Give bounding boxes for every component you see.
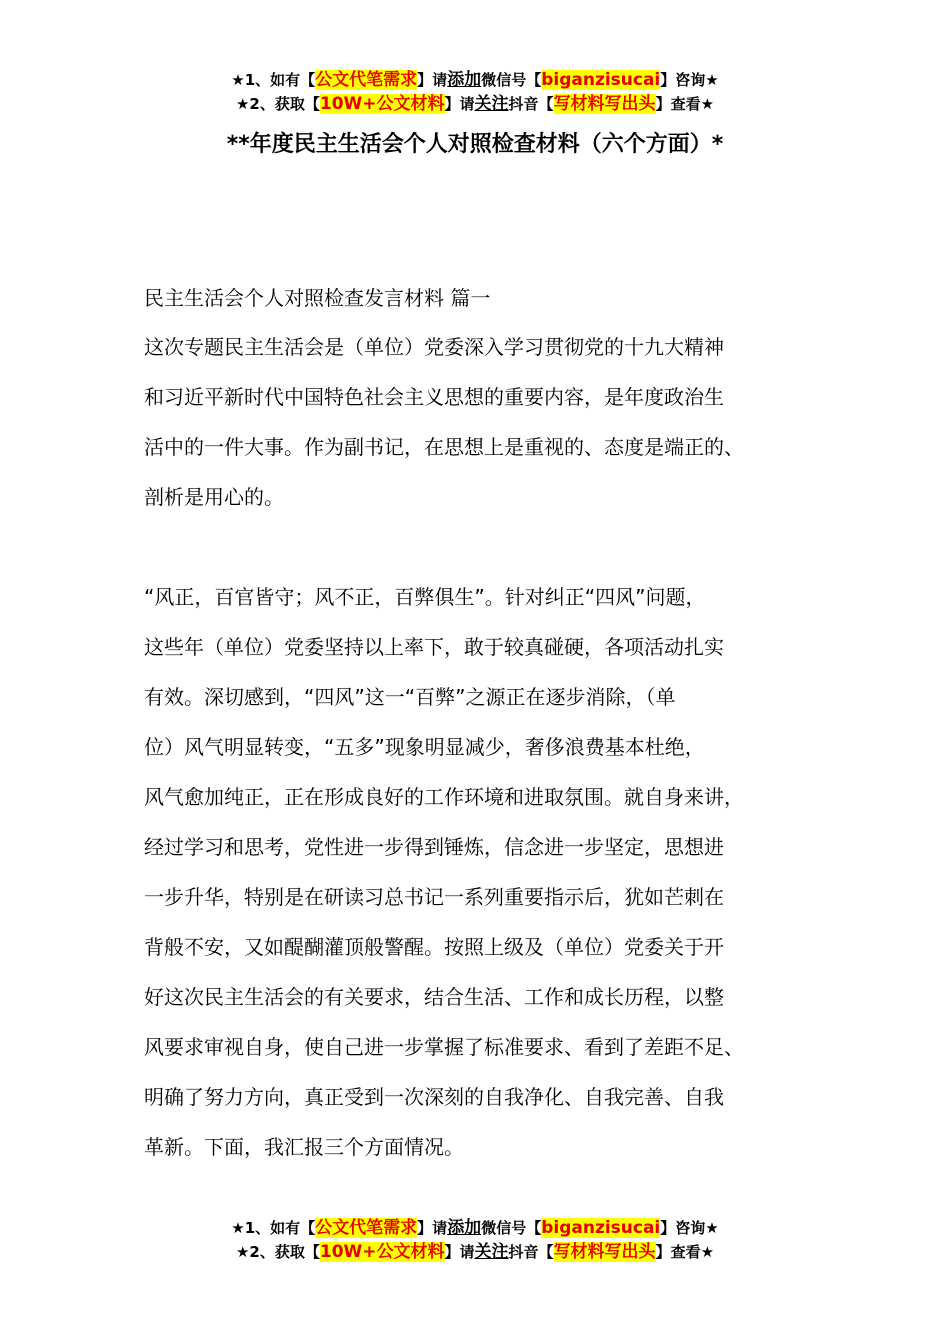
promo-text: 】请 [444, 95, 475, 113]
promo-line-2 [0, 1240, 950, 1264]
paragraph-gap [144, 522, 834, 572]
text-line: “风正，百官皆守；风不正，百弊俱生”。针对纠正“四风”问题， [144, 585, 706, 609]
text-line: 这次专题民主生活会是（单位）党委深入学习贯彻党的十九大精神 [144, 335, 724, 359]
promo-text: 】查看★ [655, 95, 715, 113]
text-line: 明确了努力方向，真正受到一次深刻的自我净化、自我完善、自我 [144, 1085, 724, 1109]
promo-line-1 [0, 1216, 950, 1240]
promo-text: 】咨询★ [660, 1219, 719, 1237]
text-line: 剖析是用心的。 [144, 485, 284, 509]
promo-text: 微信号【 [481, 1219, 542, 1237]
promo-text: 】请 [444, 1243, 475, 1261]
promo-line-1 [0, 68, 950, 92]
promo-douyin-account: 写材料写出头 [553, 1242, 656, 1262]
promo-highlight: 公文代笔需求 [315, 1218, 418, 1238]
promo-wechat-id: biganzisucai [541, 1218, 661, 1238]
bottom-promo-banner [0, 1216, 950, 1264]
promo-highlight: 10W+公文材料 [319, 94, 445, 114]
promo-emphasis: 添加 [447, 70, 482, 90]
promo-text: 抖音【 [508, 1243, 554, 1261]
promo-highlight: 10W+公文材料 [319, 1242, 445, 1262]
promo-text: ★1、如有【 [231, 1219, 316, 1237]
promo-emphasis: 添加 [447, 1218, 482, 1238]
text-line: 经过学习和思考，党性进一步得到锤炼，信念进一步坚定，思想进 [144, 835, 724, 859]
promo-text: 抖音【 [508, 95, 554, 113]
promo-text: ★2、获取【 [235, 95, 320, 113]
promo-text: 】请 [417, 71, 448, 89]
promo-emphasis: 关注 [474, 1242, 509, 1262]
promo-text: 微信号【 [481, 71, 542, 89]
promo-text: 】查看★ [655, 1243, 715, 1261]
text-line: 风气愈加纯正，正在形成良好的工作环境和进取氛围。就自身来讲， [144, 785, 744, 809]
promo-emphasis: 关注 [474, 94, 509, 114]
text-line: 位）风气明显转变，“五多”现象明显减少，奢侈浪费基本杜绝， [144, 735, 705, 759]
paragraph-1 [144, 322, 834, 522]
text-line: 这些年（单位）党委坚持以上率下，敢于较真碰硬，各项活动扎实 [144, 635, 724, 659]
text-line: 活中的一件大事。作为副书记，在思想上是重视的、态度是端正的、 [144, 435, 744, 459]
section-heading: 民主生活会个人对照检查发言材料 篇一 [144, 286, 491, 310]
text-line: 风要求审视自身，使自己进一步掌握了标准要求、看到了差距不足、 [144, 1035, 744, 1059]
text-line: 好这次民主生活会的有关要求，结合生活、工作和成长历程，以整 [144, 985, 724, 1009]
paragraph-2 [144, 572, 834, 1172]
text-line: 一步升华，特别是在研读习总书记一系列重要指示后，犹如芒刺在 [144, 885, 724, 909]
text-line: 和习近平新时代中国特色社会主义思想的重要内容，是年度政治生 [144, 385, 724, 409]
document-title: **年度民主生活会个人对照检查材料（六个方面）* [226, 132, 724, 157]
text-line: 革新。下面，我汇报三个方面情况。 [144, 1135, 464, 1159]
promo-text: ★2、获取【 [235, 1243, 320, 1261]
document-body [144, 278, 834, 1172]
promo-line-2 [0, 92, 950, 116]
promo-text: ★1、如有【 [231, 71, 316, 89]
promo-text: 】请 [417, 1219, 448, 1237]
text-line: 有效。深切感到，“四风”这一“百弊”之源正在逐步消除，（单 [144, 685, 676, 709]
promo-douyin-account: 写材料写出头 [553, 94, 656, 114]
promo-wechat-id: biganzisucai [541, 70, 661, 90]
promo-highlight: 公文代笔需求 [315, 70, 418, 90]
top-promo-banner [0, 68, 950, 116]
promo-text: 】咨询★ [660, 71, 719, 89]
text-line: 背般不安，又如醍醐灌顶般警醒。按照上级及（单位）党委关于开 [144, 935, 724, 959]
